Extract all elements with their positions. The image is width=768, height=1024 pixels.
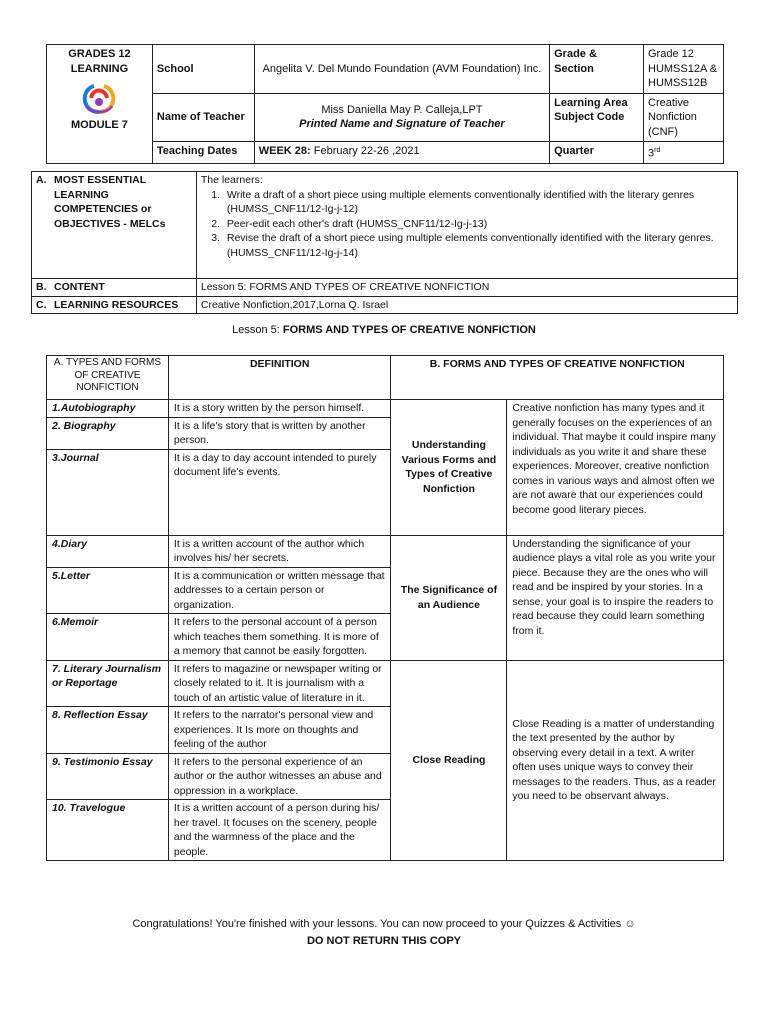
melc-label-cell [32, 172, 197, 279]
form-title: Close Reading [391, 660, 507, 861]
resources-label: LEARNING RESOURCES [54, 298, 179, 311]
grade-section-value-1: Grade 12 [648, 48, 694, 60]
lesson-title-text: FORMS AND TYPES OF CREATIVE NONFICTION [282, 324, 536, 336]
form-title: Understanding Various Forms and Types of Creative Nonfiction [391, 400, 507, 536]
form-text: Understanding the significance of your audience plays a vital role as you write your piece. Because they are the ones who will read and be inspired by your stories. In a sense, your goal is to inspire the readers to read because they could learn something from it. [507, 535, 724, 660]
teacher-caption: Printed Name and Signature of Teacher [299, 118, 505, 131]
congrats-message: Congratulations! You're finished with your lessons. You can now proceed to your Quizzes & Activities ☺ [132, 918, 636, 930]
type-name: 3.Journal [47, 449, 169, 535]
type-definition: It is a day to day account intended to purely document life's events. [168, 449, 391, 535]
melc-label-1: MOST ESSENTIAL [54, 174, 147, 186]
module-cell [47, 45, 153, 164]
type-name: 6.Memoir [47, 614, 169, 661]
type-definition: It is a written account of a person during his/ her travel. It focuses on the scenery, people and the warmness of the place and the people. [168, 800, 391, 861]
melc-letter: A. [36, 174, 47, 186]
type-name: 4.Diary [47, 535, 169, 567]
type-definition: It refers to the narrator's personal view and experiences. It Is more on thoughts and feeling of the author [168, 707, 391, 754]
content-label-cell [32, 279, 197, 297]
learning-area-label [550, 93, 644, 142]
grade-section-value-2: HUMSS12A & [648, 62, 718, 75]
learning-area-value-2: (CNF) [648, 125, 678, 138]
type-definition: It is a communication or written message that addresses to a certain person or organization. [168, 567, 391, 614]
form-title: The Significance of an Audience [391, 535, 507, 660]
type-name: 9. Testimonio Essay [47, 753, 169, 800]
learning-area-label-1: Learning Area [554, 96, 628, 109]
teacher-label: Name of Teacher [152, 93, 254, 142]
melc-table [31, 171, 738, 314]
type-definition: It refers to the personal experience of an author or the author witnesses an abuse and oppression in a workplace. [168, 753, 391, 800]
content-prefix: Lesson 5: [200, 281, 247, 293]
objectives-list [201, 188, 733, 261]
type-name: 2. Biography [47, 417, 169, 449]
quarter-label: Quarter [550, 142, 644, 164]
objective-item: 3. Revise the draft of a short piece using multiple elements conventionally identified with the literary genres. (HUMSS_CNF11/12-Ig-j-14) [223, 231, 733, 260]
type-definition: It is a life's story that is written by another person. [168, 417, 391, 449]
melc-label-4: OBJECTIVES - MELCs [54, 217, 166, 230]
form-text: Close Reading is a matter of understanding the text presented by the author by observing every detail in a text. A writer often uses unique ways to convey their messages to the readers. Thus, as a reader you need to be observant always. [507, 660, 724, 861]
type-definition: It refers to the personal account of a person which teaches them something. It is more of a memory that cannot be easily forgotten. [168, 614, 391, 661]
col-a-header: A. TYPES AND FORMS OF CREATIVE NONFICTION [47, 356, 169, 400]
school-value: Angelita V. Del Mundo Foundation (AVM Foundation) Inc. [254, 45, 549, 94]
resources-value: Creative Nonfiction,2017,Lorna Q. Israel [196, 296, 737, 314]
grade-section-label: Grade & Section [550, 45, 644, 94]
teaching-dates-label: Teaching Dates [152, 142, 254, 164]
teacher-cell [254, 93, 549, 142]
content-title: FORMS AND TYPES OF CREATIVE NONFICTION [249, 281, 490, 293]
module-label: MODULE 7 [71, 119, 128, 131]
type-definition: It is a written account of the author which involves his/ her secrets. [168, 535, 391, 567]
grades-line-2: LEARNING [70, 62, 129, 75]
learning-area-label-2: Subject Code [554, 111, 625, 123]
week-dates: February 22-26 ,2021 [313, 145, 420, 157]
week-cell [254, 142, 549, 164]
header-table [46, 44, 724, 164]
grade-section-value [644, 45, 724, 94]
lesson-prefix: Lesson 5: [232, 324, 280, 336]
school-logo [76, 78, 122, 116]
content-letter: B. [36, 281, 47, 293]
resources-label-cell [32, 296, 197, 314]
lesson-heading [0, 324, 768, 336]
grades-line-1: GRADES 12 [68, 48, 131, 60]
melc-intro: The learners: [200, 174, 263, 186]
col-b-header: B. FORMS AND TYPES OF CREATIVE NONFICTION [391, 356, 724, 400]
quarter-suffix: rd [654, 147, 661, 154]
type-name: 10. Travelogue [47, 800, 169, 861]
type-name: 8. Reflection Essay [47, 707, 169, 754]
content-cell [196, 279, 737, 297]
melc-objectives-cell [196, 172, 737, 279]
melc-label-3: COMPETENCIES or [54, 203, 152, 215]
type-definition: It is a story written by the person himself. [168, 400, 391, 418]
learning-area-value [644, 93, 724, 142]
type-name: 5.Letter [47, 567, 169, 614]
resources-letter: C. [36, 298, 47, 311]
grade-section-value-3: HUMSS12B [648, 77, 708, 89]
objective-item: 1. Write a draft of a short piece using multiple elements conventionally identified with the literary genres (HUMSS_CNF11/12-Ig-j-12) [223, 188, 733, 217]
school-label: School [152, 45, 254, 94]
teacher-name: Miss Daniella May P. Calleja,LPT [321, 103, 483, 116]
form-text: Creative nonfiction has many types and it generally focuses on the experiences of an individual. That maybe it could inspire many individuals as you write it and share these experiences. Moreover, creative nonfiction comes in various ways and almost often we are not aware that our experiences could become good literary pieces. [507, 400, 724, 536]
melc-label-2: LEARNING [54, 188, 109, 201]
type-name: 1.Autobiography [47, 400, 169, 418]
objective-item: 2. Peer-edit each other's draft (HUMSS_CNF11/12-Ig-j-13) [223, 217, 733, 232]
col-def-header: DEFINITION [168, 356, 391, 400]
quarter-value: 3 [648, 147, 655, 160]
learning-area-value-1: Creative Nonfiction [648, 96, 697, 123]
quarter-cell [644, 142, 724, 164]
type-name: 7. Literary Journalism or Reportage [47, 660, 169, 707]
week-label: WEEK 28: [258, 145, 311, 157]
lesson-table [46, 355, 724, 861]
type-definition: It refers to magazine or newspaper writing or closely related to it. It is journalism with a touch of an artistic value of literature in it. [168, 660, 391, 707]
return-notice: DO NOT RETURN THIS COPY [306, 935, 461, 947]
content-label: CONTENT [54, 281, 105, 293]
